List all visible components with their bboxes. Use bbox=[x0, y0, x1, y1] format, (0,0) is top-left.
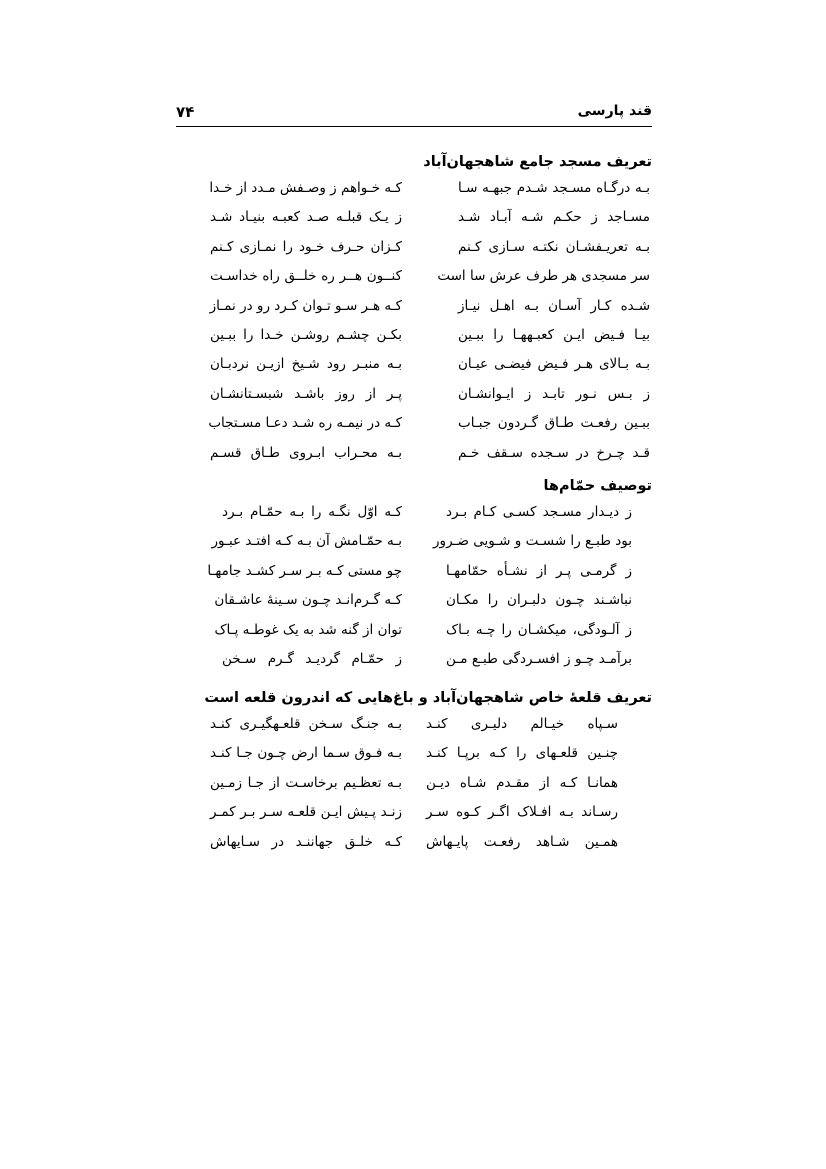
couplet bbox=[176, 233, 652, 262]
couplet bbox=[176, 769, 652, 798]
first-hemistich: قـد چـرخ در سـجده سـقف خـم bbox=[458, 444, 650, 461]
second-hemistich: ز حمّـام گردیـد گـرم سـخن bbox=[222, 650, 402, 667]
second-hemistich: کـه گـرم‌انـد چـون سـینهٔ عاشـقان bbox=[214, 592, 402, 609]
first-hemistich: چنـین قلعـهای را کـه برپـا کنـد bbox=[426, 745, 618, 762]
first-hemistich: ز گرمـی پـر از نشـأه حمّامهـا bbox=[446, 562, 632, 579]
couplet bbox=[176, 439, 652, 468]
couplet bbox=[176, 710, 652, 739]
couplet bbox=[176, 616, 652, 645]
couplet bbox=[176, 203, 652, 232]
couplet bbox=[176, 557, 652, 586]
first-hemistich: نباشـند چـون دلبـران را مکـان bbox=[446, 592, 632, 609]
first-hemistich: بـه تعریـفشـان نکتـه سـازی کـنم bbox=[458, 238, 650, 255]
second-hemistich: توان از گنه شد به یک غوطـه پـاک bbox=[214, 621, 402, 638]
running-header bbox=[176, 100, 652, 127]
section-title: تعریف مسجد جامع شاهجهان‌آباد bbox=[423, 154, 652, 170]
page-number: ۷۴ bbox=[176, 103, 195, 121]
first-hemistich: بـه درگـاه مسـجد شـدم جبهـه سـا bbox=[458, 180, 650, 196]
couplet bbox=[176, 174, 652, 203]
first-hemistich: شـده کـار آسـان بـه اهـل نیـاز bbox=[458, 297, 650, 314]
section-title: توصیف حمّام‌ها bbox=[543, 478, 652, 494]
first-hemistich: ز بـس نـور تابـد ز ایـوانشـان bbox=[458, 385, 650, 402]
first-hemistich: بـه بـالای هـر فـیض فیضـی عیـان bbox=[458, 356, 650, 373]
second-hemistich: کـه خلـق جهاننـد در سـایهاش bbox=[210, 833, 402, 850]
second-hemistich: کـه خـواهم ز وصـفش مـدد از خـدا bbox=[209, 180, 402, 196]
second-hemistich: کـه اوّل نگـه را بـه حمّـام بـرد bbox=[222, 504, 402, 520]
second-hemistich: زنـد پـیش ایـن قلعـه سـر بـر کمـر bbox=[210, 804, 402, 821]
couplet bbox=[176, 739, 652, 768]
couplet bbox=[176, 262, 652, 291]
second-hemistich: بـه منبـر رود شـیخ ازیـن نردبـان bbox=[210, 356, 402, 373]
second-hemistich: بـه جنـگ سـخن قلعـهگیـری کنـد bbox=[210, 716, 402, 732]
couplet bbox=[176, 798, 652, 827]
second-hemistich: بـه محـراب ابـروی طـاق قسـم bbox=[210, 444, 402, 461]
couplet bbox=[176, 527, 652, 556]
poem-section bbox=[176, 150, 652, 468]
second-hemistich: کـزان حـرف خـود را نمـازی کـنم bbox=[210, 238, 402, 255]
second-hemistich: کـه هـر سـو تـوان کـرد رو در نمـاز bbox=[209, 297, 402, 314]
first-hemistich: سـپاه خیـالم دلیـری کنـد bbox=[426, 716, 618, 732]
first-hemistich: بود طبـع را شسـت و شـویی ضـرور bbox=[433, 533, 632, 550]
book-title: قند پارسی bbox=[577, 103, 652, 119]
couplet bbox=[176, 321, 652, 350]
first-hemistich: همـین شـاهد رفعـت پایـهاش bbox=[426, 833, 618, 850]
first-hemistich: ز دیـدار مسـجد کسـی کـام بـرد bbox=[446, 504, 632, 520]
second-hemistich: کنــون هــر ره خلــق راه خداسـت bbox=[210, 268, 402, 285]
second-hemistich: بـه فـوق سـما ارض چـون جـا کنـد bbox=[210, 745, 402, 762]
couplet bbox=[176, 645, 652, 674]
second-hemistich: کـه در نیمـه ره شـد دعـا مسـتجاب bbox=[208, 415, 402, 432]
first-hemistich: ببـین رفعـت طـاق گـردون جبـاب bbox=[458, 415, 650, 432]
first-hemistich: بیـا فـیض ایـن کعبـههـا را ببـین bbox=[458, 326, 650, 343]
second-hemistich: بکـن چشـم روشـن خـدا را ببـین bbox=[210, 326, 402, 343]
couplet bbox=[176, 498, 652, 527]
couplet bbox=[176, 292, 652, 321]
couplet bbox=[176, 350, 652, 379]
section-title: تعریف قلعهٔ خاص شاهجهان‌آباد و باغ‌هایی که اندرون قلعه است bbox=[204, 690, 652, 706]
first-hemistich: همانـا کـه از مقـدم شـاه دیـن bbox=[426, 774, 618, 791]
couplet bbox=[176, 380, 652, 409]
first-hemistich: مسـاجد ز حکـم شـه آبـاد شـد bbox=[458, 209, 650, 226]
poem-section bbox=[176, 686, 652, 857]
couplet bbox=[176, 828, 652, 857]
second-hemistich: ز یـک قبلـه صـد کعبـه بنیـاد شـد bbox=[210, 209, 402, 226]
second-hemistich: بـه حمّـامش آن بـه کـه افتـد عبـور bbox=[211, 533, 402, 550]
couplet bbox=[176, 586, 652, 615]
second-hemistich: چو مستی کـه بـر سـر کشـد جامهـا bbox=[207, 562, 402, 579]
first-hemistich: ز آلـودگی، میکشـان را چـه بـاک bbox=[446, 621, 632, 638]
first-hemistich: رسـاند بـه افـلاک اگـر کـوه سـر bbox=[426, 804, 618, 821]
first-hemistich: برآمـد چـو ز افسـردگی طبـع مـن bbox=[446, 650, 632, 667]
second-hemistich: پـر از روز باشـد شبسـتانشـان bbox=[210, 385, 402, 402]
second-hemistich: بـه تعظـیم برخاسـت از جـا زمـین bbox=[210, 774, 402, 791]
first-hemistich: سر مسجدی هر طرف عرش سا است bbox=[437, 268, 650, 285]
couplet bbox=[176, 409, 652, 438]
poem-section bbox=[176, 474, 652, 674]
